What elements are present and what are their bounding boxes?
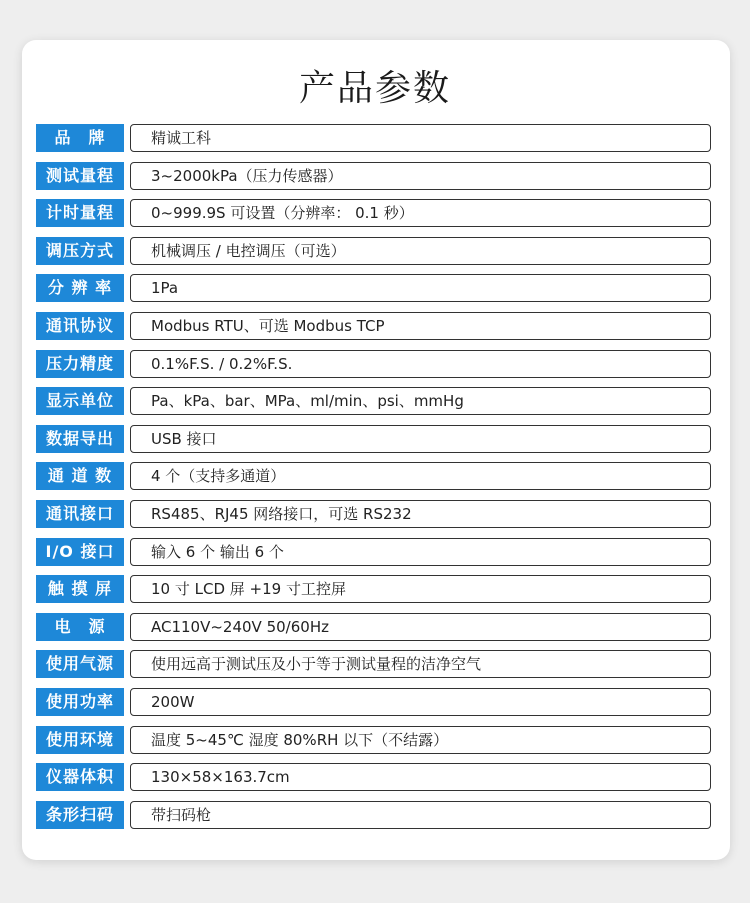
spec-row-io	[36, 538, 711, 566]
spec-label: 通讯协议	[36, 312, 124, 340]
spec-row-accuracy	[36, 350, 711, 378]
spec-label: 调压方式	[36, 237, 124, 265]
spec-label: 仪器体积	[36, 763, 124, 791]
spec-value: Pa、kPa、bar、MPa、ml/min、psi、mmHg	[130, 387, 711, 415]
spec-row-protocol	[36, 312, 711, 340]
spec-value: 输入 6 个 输出 6 个	[130, 538, 711, 566]
spec-row-resolution	[36, 274, 711, 302]
spec-value: 4 个（支持多通道）	[130, 462, 711, 490]
spec-row-air-source	[36, 650, 711, 678]
spec-value: 3~2000kPa（压力传感器）	[130, 162, 711, 190]
spec-label: 通讯接口	[36, 500, 124, 528]
spec-label: I/O 接口	[36, 538, 124, 566]
spec-label: 压力精度	[36, 350, 124, 378]
spec-value: 温度 5~45℃ 湿度 80%RH 以下（不结露）	[130, 726, 711, 754]
spec-row-barcode	[36, 801, 711, 829]
spec-value: 1Pa	[130, 274, 711, 302]
spec-label: 触 摸 屏	[36, 575, 124, 603]
spec-value: 200W	[130, 688, 711, 716]
spec-label: 测试量程	[36, 162, 124, 190]
spec-row-brand	[36, 124, 711, 152]
spec-row-units	[36, 387, 711, 415]
spec-row-test-range	[36, 162, 711, 190]
spec-label: 通 道 数	[36, 462, 124, 490]
page-title: 产品参数	[298, 68, 451, 109]
spec-row-channels	[36, 462, 711, 490]
spec-label: 条形扫码	[36, 801, 124, 829]
spec-row-power-supply	[36, 613, 711, 641]
spec-value: AC110V~240V 50/60Hz	[130, 613, 711, 641]
spec-table	[36, 124, 711, 838]
spec-row-power	[36, 688, 711, 716]
spec-value: 10 寸 LCD 屏 +19 寸工控屏	[130, 575, 711, 603]
spec-label: 显示单位	[36, 387, 124, 415]
spec-value: USB 接口	[130, 425, 711, 453]
spec-label: 使用环境	[36, 726, 124, 754]
spec-value: 使用远高于测试压及小于等于测试量程的洁净空气	[130, 650, 711, 678]
spec-value: Modbus RTU、可选 Modbus TCP	[130, 312, 711, 340]
spec-label: 品 牌	[36, 124, 124, 152]
spec-value: 精诚工科	[130, 124, 711, 152]
spec-label: 使用功率	[36, 688, 124, 716]
spec-value: RS485、RJ45 网络接口，可选 RS232	[130, 500, 711, 528]
spec-value: 0~999.9S 可设置（分辨率： 0.1 秒）	[130, 199, 711, 227]
spec-value: 0.1%F.S. / 0.2%F.S.	[130, 350, 711, 378]
spec-value: 机械调压 / 电控调压（可选）	[130, 237, 711, 265]
spec-label: 电 源	[36, 613, 124, 641]
spec-row-dimensions	[36, 763, 711, 791]
spec-value: 130×58×163.7cm	[130, 763, 711, 791]
spec-row-environment	[36, 726, 711, 754]
spec-row-touchscreen	[36, 575, 711, 603]
spec-label: 使用气源	[36, 650, 124, 678]
spec-row-comm-interface	[36, 500, 711, 528]
spec-label: 计时量程	[36, 199, 124, 227]
spec-label: 分 辨 率	[36, 274, 124, 302]
spec-label: 数据导出	[36, 425, 124, 453]
spec-row-pressure-mode	[36, 237, 711, 265]
spec-value: 带扫码枪	[130, 801, 711, 829]
spec-row-data-export	[36, 425, 711, 453]
spec-row-timing-range	[36, 199, 711, 227]
